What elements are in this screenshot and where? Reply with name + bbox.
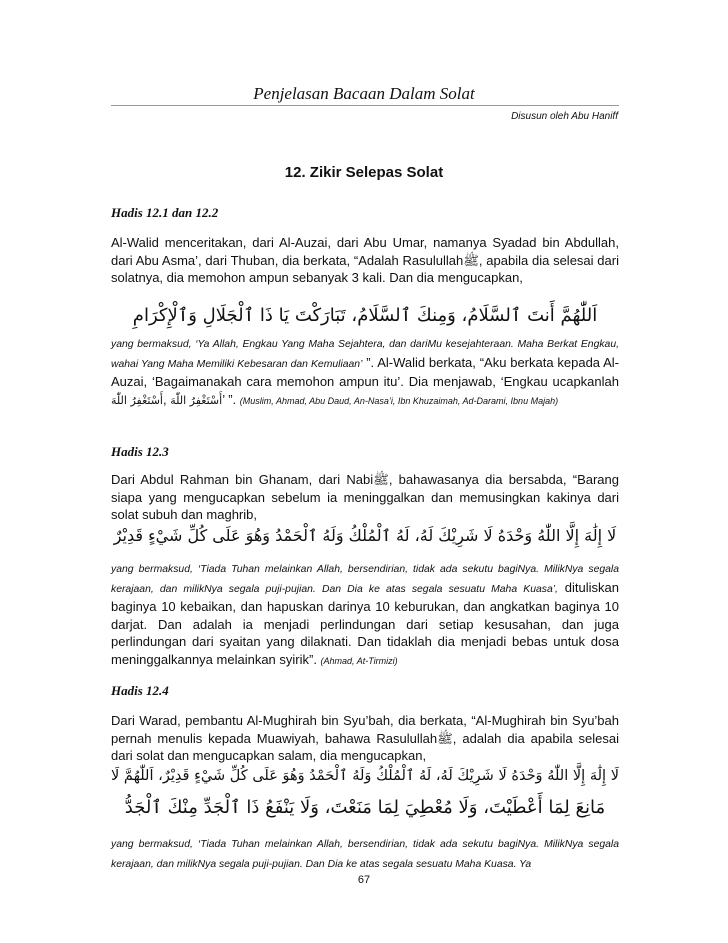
page-number: 67 <box>357 874 371 886</box>
hadith-12-3-meaning: yang bermaksud, ‘Tiada Tuhan melainkan Allah, bersendirian, tidak ada sekutu bagiNya. MilikNya segala kerajaan, dan milikNya segala puji-pujian. Dan Dia ke atas segala sesuatu Maha Kuasa’, <box>111 564 619 595</box>
running-header-author: Disusun oleh Abu Haniff <box>511 111 618 122</box>
hadith-12-1-meaning: yang bermaksud, ‘Ya Allah, Engkau Yang Maha Sejahtera, dan dariMu kesejahteraan. Maha Berkat Engkau, wahai Yang Maha Memiliki Kebesaran dan Kemuliaan’ <box>111 339 619 370</box>
header-divider <box>111 105 619 106</box>
hadith-12-1-close: ’ ”. <box>222 391 240 407</box>
hadith-12-4-intro: Dari Warad, pembantu Al-Mughirah bin Syu’bah, dia berkata, “Al-Mughirah bin Syu’bah pernah menulis kepada Muawiyah, bahawa Rasulullahﷺ, adalah dia apabila selesai dari solat dan mengucapkan salam, dia mengucapkan, <box>111 713 619 764</box>
hadith-12-4-arabic-line-2: مَانِعَ لِمَا أَعْطَيْتَ، وَلَا مُعْطِيَ لِمَا مَنَعْتَ، وَلَا يَنْفَعُ ذَا ٱلْجَدِّ مِنْكَ ٱلْجَدُّ <box>124 797 606 818</box>
hadith-12-1-intro: Al-Walid menceritakan, dari Al-Auzai, dari Abu Umar, namanya Syadad bin Abdullah, dari Abu Asma’, dari Thuban, dia berkata, “Adalah Rasulullahﷺ, apabila dia selesai dari solatnya, dia memohon ampun sebanyak 3 kali. Dan dia mengucapkan, <box>111 235 619 286</box>
istighfar-phrase-2: أَسْتَغْفِرُ اللّٰهَ <box>170 393 223 407</box>
hadith-12-3-continuation: dituliskan baginya 10 kebaikan, dan hapuskan darinya 10 keburukan, dan angkatkan baginya 10 darjat. Dan adalah ia menjadi perlindungan dari setiap kesusahan, dan juga perlindungan dari syaitan yang dilaknati. Dan tidaklah dia menjadi bebas untuk dosa meninggalkannya melainkan syirik”. <box>111 579 619 667</box>
hadith-12-4-body <box>111 834 619 873</box>
hadith-12-3-body <box>111 559 619 671</box>
chapter-title: 12. Zikir Selepas Solat <box>284 164 444 181</box>
hadith-label-12-3: Hadis 12.3 <box>111 444 169 459</box>
hadith-12-3-citation: (Ahmad, At-Tirmizi) <box>320 655 398 666</box>
hadith-12-3-intro: Dari Abdul Rahman bin Ghanam, dari Nabiﷺ, bahawasanya dia bersabda, “Barang siapa yang mengucapkan sebelum ia meninggalkan dan memusingkan kakinya dari solat subuh dan maghrib, <box>111 472 619 523</box>
hadith-12-1-arabic: اَللّٰهُمَّ أَنتَ ٱلسَّلَامُ، وَمِنكَ ٱلسَّلَامُ، تَبَارَكْتَ يَا ذَا ٱلْجَلَالِ وَٱلْإِكْرَامِ <box>132 305 598 326</box>
hadith-12-3-arabic: لَا إِلَٰهَ إِلَّا اللّٰهُ وَحْدَهُ لَا شَرِيْكَ لَهُ، لَهُ ٱلْمُلْكُ وَلَهُ ٱلْحَمْدُ وَهُوَ عَلَى كُلِّ شَيْءٍ قَدِيْرٌ <box>113 526 617 545</box>
hadith-12-1-body <box>111 334 619 410</box>
running-header-title: Penjelasan Bacaan Dalam Solat <box>253 84 475 103</box>
hadith-12-1-continuation: ”. Al-Walid berkata, “Aku berkata kepada Al-Auzai, ‘Bagaimanakah cara memohon ampun itu’. Dia menjawab, ‘Engkau ucapkanlah <box>111 354 619 390</box>
hadith-12-4-meaning: yang bermaksud, ‘Tiada Tuhan melainkan Allah, bersendirian, tidak ada sekutu bagiNya. MilikNya segala kerajaan, dan milikNya segala puji-pujian. Dan Dia ke atas segala sesuatu Maha Kuasa. Ya <box>111 839 619 870</box>
hadith-12-4-arabic-line-1: لَا إِلَٰهَ إِلَّا اللّٰهُ وَحْدَهُ لَا شَرِيْكَ لَهُ، لَهُ ٱلْمُلْكُ وَلَهُ ٱلْحَمْدُ وَهُوَ عَلَى كُلِّ شَيْءٍ قَدِيْرٌ، اَللّٰهُمَّ لَا <box>111 768 619 784</box>
hadith-label-12-4: Hadis 12.4 <box>111 683 169 698</box>
hadith-label-12-1: Hadis 12.1 dan 12.2 <box>111 205 219 220</box>
istighfar-separator: , <box>162 391 171 407</box>
istighfar-phrase-1: أَسْتَغْفِرُ اللّٰهَ <box>111 393 163 407</box>
hadith-12-1-citation: (Muslim, Ahmad, Abu Daud, An-Nasa’i, Ibn Khuzaimah, Ad-Darami, Ibnu Majah) <box>239 395 559 406</box>
